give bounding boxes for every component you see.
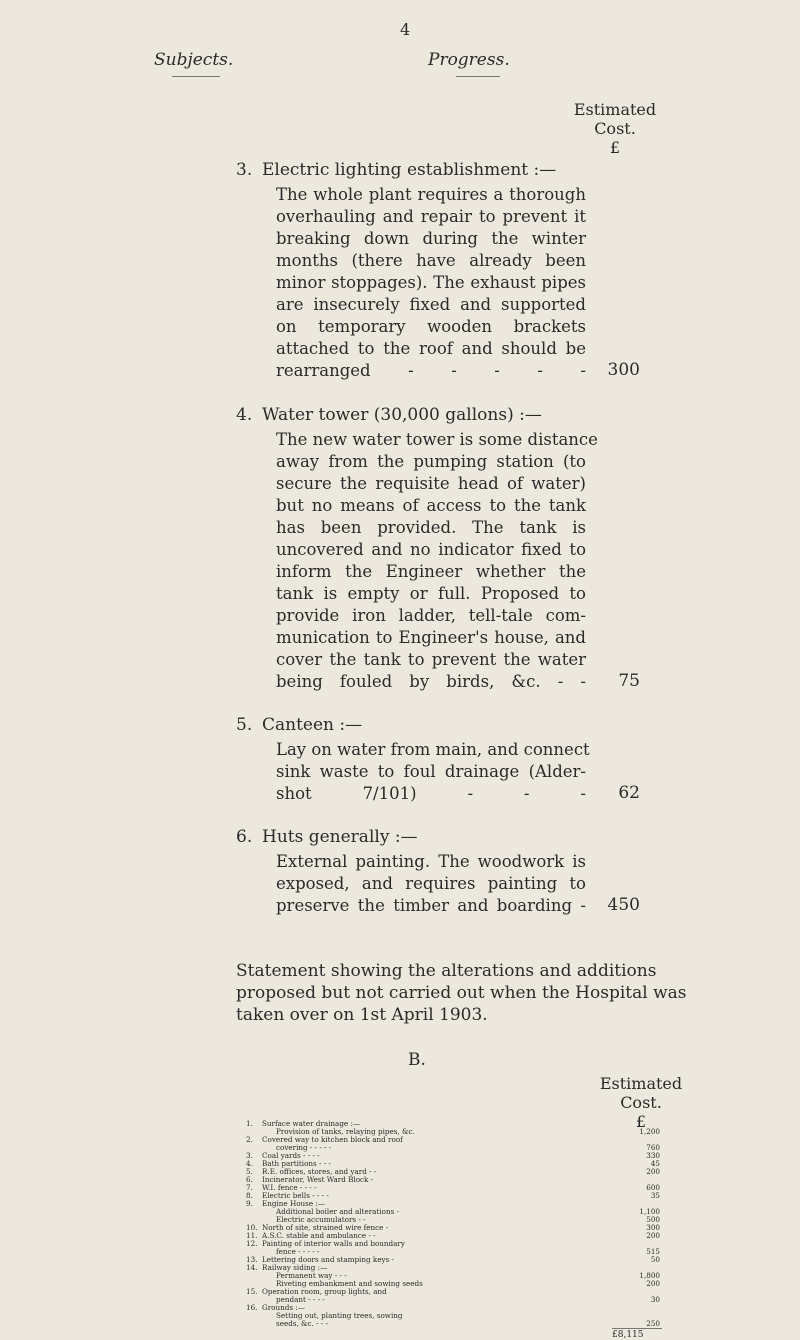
item-cost: 50	[650, 1255, 660, 1264]
item-text: Setting out, planting trees, sowing	[276, 1311, 403, 1320]
item-text: Riveting embankment and sowing seeds	[276, 1279, 423, 1288]
item-number: 1.	[246, 1119, 253, 1128]
line: shot 7/101) - - -	[276, 784, 586, 803]
line: attached to the roof and should be	[276, 339, 586, 358]
section-b-heading: B.	[408, 1050, 426, 1070]
item-number: 7.	[246, 1183, 253, 1192]
item-number: 10.	[246, 1223, 258, 1232]
line: munication to Engineer's house, and	[276, 628, 586, 647]
header-progress-rule	[456, 76, 500, 77]
item-number: 8.	[246, 1191, 253, 1200]
line: Lay on water from main, and connect	[276, 740, 590, 759]
item-number: 5.	[236, 715, 253, 735]
line: on temporary wooden brackets	[276, 317, 586, 336]
item-description	[276, 739, 590, 805]
item-text: A.S.C. stable and ambulance - -	[262, 1231, 376, 1240]
item-cost: 45	[650, 1159, 660, 1168]
item-cost: 500	[646, 1215, 660, 1224]
item-cost: 515	[646, 1247, 660, 1256]
line: rearranged - - - - -	[276, 361, 586, 380]
item-number: 16.	[246, 1303, 258, 1312]
item-text: Lettering doors and stamping keys -	[262, 1255, 394, 1264]
item-text: Engine House :—	[262, 1199, 326, 1208]
item-cost: 600	[646, 1183, 660, 1192]
item-text: Operation room, group lights, and	[262, 1287, 387, 1296]
item-title: Water tower (30,000 gallons) :—	[262, 405, 542, 425]
line: exposed, and requires painting to	[276, 874, 586, 893]
item-title: Canteen :—	[262, 715, 363, 735]
item-number: 15.	[246, 1287, 258, 1296]
item-cost: 1,800	[639, 1271, 660, 1280]
line: has been provided. The tank is	[276, 518, 586, 537]
item-text: Railway siding :—	[262, 1263, 328, 1272]
item-number: 6.	[246, 1175, 253, 1184]
item-cost: 1,100	[639, 1207, 660, 1216]
line: inform the Engineer whether the	[276, 562, 586, 581]
item-number: 3.	[246, 1151, 253, 1160]
item-text: seeds, &c. - - -	[276, 1319, 328, 1328]
header-progress: Progress.	[428, 50, 510, 70]
item-description	[276, 184, 586, 382]
statement-line: Statement showing the alterations and additions	[236, 961, 657, 981]
header-subjects: Subjects.	[154, 50, 234, 70]
estimated-cost-heading-a	[570, 100, 660, 157]
header-subjects-rule	[172, 76, 220, 77]
item-cost: 200	[646, 1167, 660, 1176]
item-cost: 30	[650, 1295, 660, 1304]
item-text: Electric bells - - - -	[262, 1191, 329, 1200]
line: breaking down during the winter	[276, 229, 586, 248]
item-text: Covered way to kitchen block and roof	[262, 1135, 403, 1144]
item-cost: 450	[607, 895, 640, 915]
item-number: 5.	[246, 1167, 253, 1176]
estimated-label: Estimated	[599, 1074, 683, 1093]
item-text: covering - - - - -	[276, 1143, 332, 1152]
item-title: Huts generally :—	[262, 827, 418, 847]
line: away from the pumping station (to	[276, 452, 586, 471]
item-number: 14.	[246, 1263, 258, 1272]
line: The whole plant requires a thorough	[276, 185, 586, 204]
item-text: Additional boiler and alterations -	[276, 1207, 399, 1216]
item-number: 3.	[236, 160, 253, 180]
item-number: 13.	[246, 1255, 258, 1264]
item-text: R.E. offices, stores, and yard - -	[262, 1167, 377, 1176]
item-text: Electric accumulators - -	[276, 1215, 366, 1224]
line: minor stoppages). The exhaust pipes	[276, 273, 586, 292]
item-number: 4.	[246, 1159, 253, 1168]
item-text: pendant - - - -	[276, 1295, 325, 1304]
item-number: 2.	[246, 1135, 253, 1144]
item-title: Electric lighting establishment :—	[262, 160, 557, 180]
item-number: 12.	[246, 1239, 258, 1248]
item-cost: 300	[607, 360, 640, 380]
item-text: Bath partitions - - -	[262, 1159, 331, 1168]
item-cost: 1,200	[639, 1127, 660, 1136]
item-cost: 330	[646, 1151, 660, 1160]
item-cost: 300	[646, 1223, 660, 1232]
line: The new water tower is some distance	[276, 430, 598, 449]
currency-label: £	[609, 138, 621, 157]
item-cost: 760	[646, 1143, 660, 1152]
item-number: 11.	[246, 1231, 258, 1240]
item-text: Provision of tanks, relaying pipes, &c.	[276, 1127, 415, 1136]
statement-line: taken over on 1st April 1903.	[236, 1005, 488, 1025]
estimated-cost-heading-b	[596, 1074, 686, 1131]
line: being fouled by birds, &c. - -	[276, 672, 586, 691]
item-description	[276, 851, 586, 917]
line: months (there have already been	[276, 251, 586, 270]
statement-paragraph	[236, 960, 687, 1026]
item-text: Coal yards - - - -	[262, 1151, 320, 1160]
statement-line: proposed but not carried out when the Hospital was	[236, 983, 687, 1003]
item-cost: 62	[618, 783, 640, 803]
item-text: Painting of interior walls and boundary	[262, 1239, 405, 1248]
item-cost: 250	[646, 1319, 660, 1328]
item-text: Incinerator, West Ward Block -	[262, 1175, 374, 1184]
line: overhauling and repair to prevent it	[276, 207, 586, 226]
item-number: 9.	[246, 1199, 253, 1208]
line: External painting. The woodwork is	[276, 852, 586, 871]
line: preserve the timber and boarding -	[276, 896, 586, 915]
item-text: Permanent way - - -	[276, 1271, 347, 1280]
item-text: Surface water drainage :—	[262, 1119, 361, 1128]
line: but no means of access to the tank	[276, 496, 586, 515]
item-cost: 200	[646, 1231, 660, 1240]
item-cost: 35	[650, 1191, 660, 1200]
item-number: 6.	[236, 827, 253, 847]
line: are insecurely fixed and supported	[276, 295, 586, 314]
line: tank is empty or full. Proposed to	[276, 584, 586, 603]
total-cost: £8,115	[612, 1330, 644, 1340]
line: uncovered and no indicator fixed to	[276, 540, 586, 559]
item-description	[276, 429, 598, 693]
cost-label: Cost.	[620, 1093, 662, 1112]
item-number: 4.	[236, 405, 253, 425]
cost-label: Cost.	[594, 119, 636, 138]
line: provide iron ladder, tell-tale com-	[276, 606, 586, 625]
page-number: 4	[400, 20, 411, 39]
item-text: Grounds :—	[262, 1303, 305, 1312]
item-cost: 200	[646, 1279, 660, 1288]
line: cover the tank to prevent the water	[276, 650, 586, 669]
item-cost: 75	[618, 671, 640, 691]
estimated-label: Estimated	[573, 100, 657, 119]
line: sink waste to foul drainage (Alder-	[276, 762, 586, 781]
line: secure the requisite head of water)	[276, 474, 586, 493]
total-rule	[612, 1328, 662, 1329]
currency-label: £	[635, 1112, 647, 1131]
item-text: W.I. fence - - - -	[262, 1183, 317, 1192]
item-text: fence - - - - -	[276, 1247, 320, 1256]
item-text: North of site, strained wire fence -	[262, 1223, 389, 1232]
